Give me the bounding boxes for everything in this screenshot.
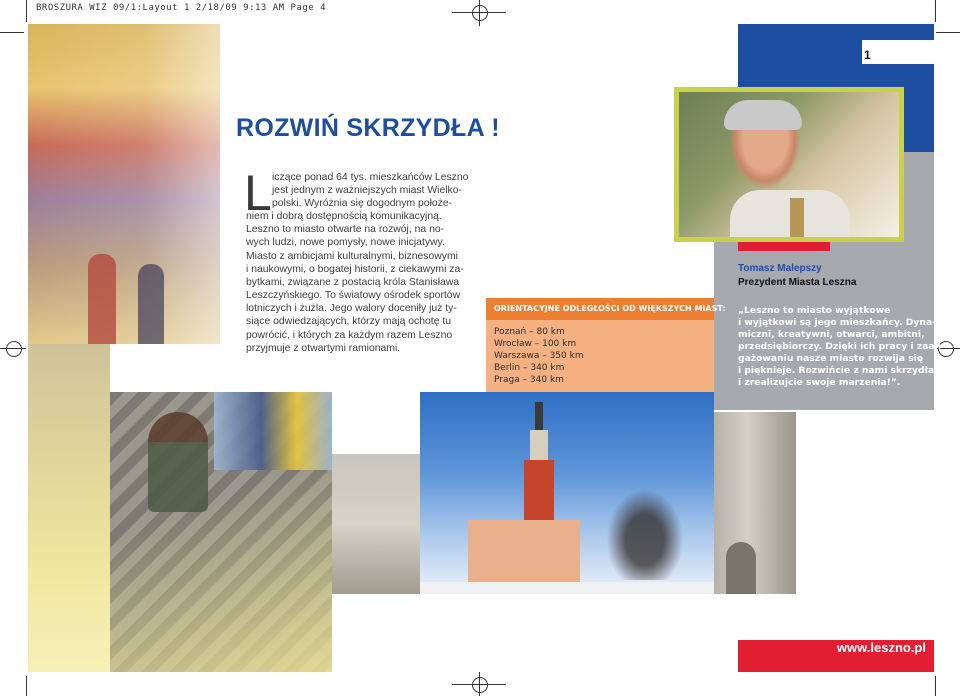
quote-line: i pięknieje. Rozwińcie z nami skrzydła — [738, 365, 935, 376]
drop-cap: L — [244, 165, 272, 221]
facades-photo — [332, 454, 420, 594]
intro-line: polski. Wyróżnia się dogodnym położe- — [272, 198, 453, 209]
portrait-tie — [790, 198, 804, 237]
distance-item: Poznań – 80 km — [494, 327, 565, 337]
crop-mark — [935, 0, 936, 22]
quote-line: i zrealizujcie swoje marzenia!”. — [738, 377, 901, 388]
mayor-role: Prezydent Miasta Leszna — [738, 277, 857, 288]
intro-line: Miasto z ambicjami kulturalnymi, biznesowymi — [246, 251, 458, 262]
arcade-photo — [714, 412, 796, 594]
registration-mark — [6, 341, 22, 357]
quote-line: miczni, kreatywni, otwarci, ambitni, — [738, 329, 925, 340]
town-hall-clock — [530, 430, 548, 462]
quote-line: gażowaniu nasze miasto rozwija się — [738, 353, 924, 364]
website-link[interactable]: www.leszno.pl — [836, 640, 926, 655]
registration-mark — [472, 5, 488, 21]
crop-mark — [935, 676, 936, 696]
crop-mark — [26, 0, 27, 22]
distance-item: Praga – 340 km — [494, 375, 564, 385]
crop-mark — [0, 32, 24, 33]
passersby-photo — [214, 392, 332, 470]
print-slug: BROSZURA WIZ 09/1:Layout 1 2/18/09 9:13 AM Page 4 — [36, 3, 327, 13]
crop-mark — [936, 32, 960, 33]
intro-line: przyjmuje z otwartymi ramionami. — [246, 343, 401, 354]
distance-item: Wrocław – 100 km — [494, 339, 577, 349]
intro-line: powrócić, i których za każdym razem Leszno — [246, 330, 453, 341]
intro-line: lotniczych i żużla. Jego walory doceniły już ty- — [246, 303, 457, 314]
red-accent-bar — [738, 242, 830, 251]
page-number: 1 — [864, 48, 871, 62]
intro-line: Leszczyńskiego. To światowy ośrodek sportów — [246, 290, 461, 301]
distances-title: ORIENTACYJNE ODLEGŁOŚCI OD WIĘKSZYCH MIAST: — [494, 304, 726, 313]
intro-line: jest jednym z ważniejszych miast Wielko- — [272, 185, 462, 196]
quote-line: „Leszno to miasto wyjątkowe — [738, 305, 891, 316]
page-number-tab — [862, 40, 934, 64]
intro-line: iczące ponad 64 tys. mieszkańców Leszno — [272, 172, 469, 183]
intro-line: bytkami, związane z postacią króla Stanisława — [246, 277, 460, 288]
distance-item: Berlin – 340 km — [494, 363, 565, 373]
intro-line: wych ludzi, nowe pomysły, nowe inicjatywy. — [246, 237, 445, 248]
quote-line: i wyjątkowi są jego mieszkańcy. Dyna- — [738, 317, 936, 328]
intro-line: Leszno to miasto otwarte na rozwój, na no- — [246, 224, 445, 235]
intro-line: i naukowymi, o bogatej historii, z ciekawymi za- — [246, 264, 464, 275]
crop-mark — [26, 676, 27, 696]
street-photo — [28, 24, 220, 344]
bare-trees — [600, 480, 690, 580]
portrait-hair — [724, 100, 802, 130]
snowy-square — [420, 582, 714, 594]
mayor-name: Tomasz Malepszy — [738, 263, 822, 274]
page-title: ROZWIŃ SKRZYDŁA ! — [236, 114, 500, 142]
intro-line: siące odwiedzających, którzy mają ochotę tu — [246, 316, 452, 327]
distance-item: Warszawa – 350 km — [494, 351, 584, 361]
quote-line: przedsiębiorczy. Dzięki ich pracy i zaan- — [738, 341, 945, 352]
intro-line: niem i dobrą dostępnością komunikacyjną. — [246, 211, 442, 222]
registration-mark — [472, 677, 488, 693]
street-photo-lower — [28, 344, 110, 672]
town-hall-building — [468, 520, 580, 586]
town-hall-spire — [535, 402, 543, 432]
